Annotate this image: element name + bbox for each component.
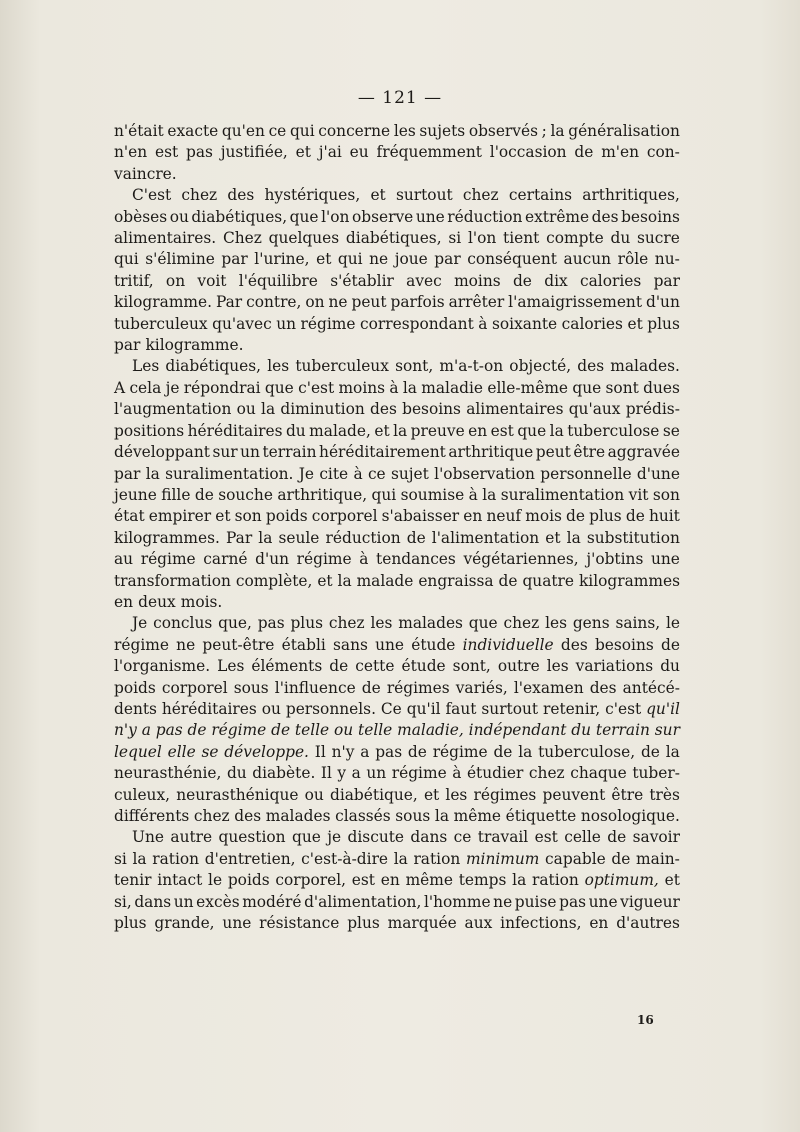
text-line: si la ration d'entretien, c'est-à-dire la ration minimum capable de main-: [114, 849, 680, 868]
text-line: n'y a pas de régime de telle ou telle maladie, indépendant du terrain sur: [114, 721, 680, 740]
text-line: par kilogramme.: [114, 336, 244, 355]
text-line: lequel elle se développe. Il n'y a pas de régime de la tuberculose, de la: [114, 742, 680, 761]
text-line: tuberculeux qu'avec un régime correspondant à soixante calories et plus: [114, 314, 680, 333]
text-line: en deux mois.: [114, 592, 223, 611]
text-line: Les diabétiques, les tuberculeux sont, m'a-t-on objecté, des malades.: [132, 357, 680, 376]
text-line: transformation complète, et la malade engraissa de quatre kilogrammes: [114, 571, 680, 590]
text-line: dents héréditaires ou personnels. Ce qu'il faut surtout retenir, c'est qu'il: [114, 699, 680, 718]
text-line: A cela je répondrai que c'est moins à la maladie elle-même que sont dues: [114, 378, 680, 397]
text-line: Je conclus que, pas plus chez les malades que chez les gens sains, le: [132, 614, 680, 633]
text-line: l'augmentation ou la diminution des besoins alimentaires qu'aux prédis-: [114, 400, 680, 419]
text-line: tenir intact le poids corporel, est en même temps la ration optimum, et: [114, 871, 680, 890]
text-line: kilogrammes. Par la seule réduction de l'alimentation et la substitution: [114, 528, 680, 547]
text-line: plus grande, une résistance plus marquée aux infections, en d'autres: [114, 914, 680, 933]
text-line: kilogramme. Par contre, on ne peut parfois arrêter l'amaigrissement d'un: [114, 293, 680, 312]
text-line: régime ne peut-être établi sans une étude individuelle des besoins de: [114, 635, 680, 654]
text-line: jeune fille de souche arthritique, qui soumise à la suralimentation vit son: [114, 485, 680, 504]
text-line: au régime carné d'un régime à tendances végétariennes, j'obtins une: [114, 550, 680, 569]
text-line: C'est chez des hystériques, et surtout chez certains arthritiques,: [132, 186, 680, 205]
text-line: alimentaires. Chez quelques diabétiques, si l'on tient compte du sucre: [114, 229, 680, 248]
text-line: qui s'élimine par l'urine, et qui ne joue par conséquent aucun rôle nu-: [114, 250, 680, 269]
text-line: si, dans un excès modéré d'alimentation, l'homme ne puise pas une vigueur: [114, 892, 680, 911]
text-line: différents chez des malades classés sous la même étiquette nosologique.: [114, 807, 680, 825]
text-line: n'était exacte qu'en ce qui concerne les sujets observés ; la généralisation: [114, 122, 680, 140]
text-line: Une autre question que je discute dans ce travail est celle de savoir: [132, 828, 680, 847]
text-line: vaincre.: [114, 164, 177, 183]
text-line: tritif, on voit l'équilibre s'établir avec moins de dix calories par: [114, 271, 680, 290]
text-line: l'organisme. Les éléments de cette étude sont, outre les variations du: [114, 657, 680, 676]
body-text: [114, 121, 680, 934]
text-line: obèses ou diabétiques, que l'on observe une réduction extrême des besoins: [114, 207, 680, 226]
text-line: positions héréditaires du malade, et la preuve en est que la tuberculose se: [114, 421, 680, 440]
text-line: poids corporel sous l'influence de régimes variés, l'examen des antécé-: [114, 678, 680, 697]
text-line: culeux, neurasthénique ou diabétique, et les régimes peuvent être très: [114, 785, 680, 804]
page-number: — 121 —: [357, 88, 443, 108]
text-line: développant sur un terrain héréditairement arthritique peut être aggravée: [114, 443, 680, 462]
text-line: état empirer et son poids corporel s'abaisser en neuf mois de plus de huit: [114, 507, 680, 526]
printer-signature: 16: [637, 1013, 654, 1027]
text-line: n'en est pas justifiée, et j'ai eu fréquemment l'occasion de m'en con-: [114, 143, 680, 162]
text-line: neurasthénie, du diabète. Il y a un régime à étudier chez chaque tuber-: [114, 764, 680, 783]
text-line: par la suralimentation. Je cite à ce sujet l'observation personnelle d'une: [114, 464, 680, 483]
